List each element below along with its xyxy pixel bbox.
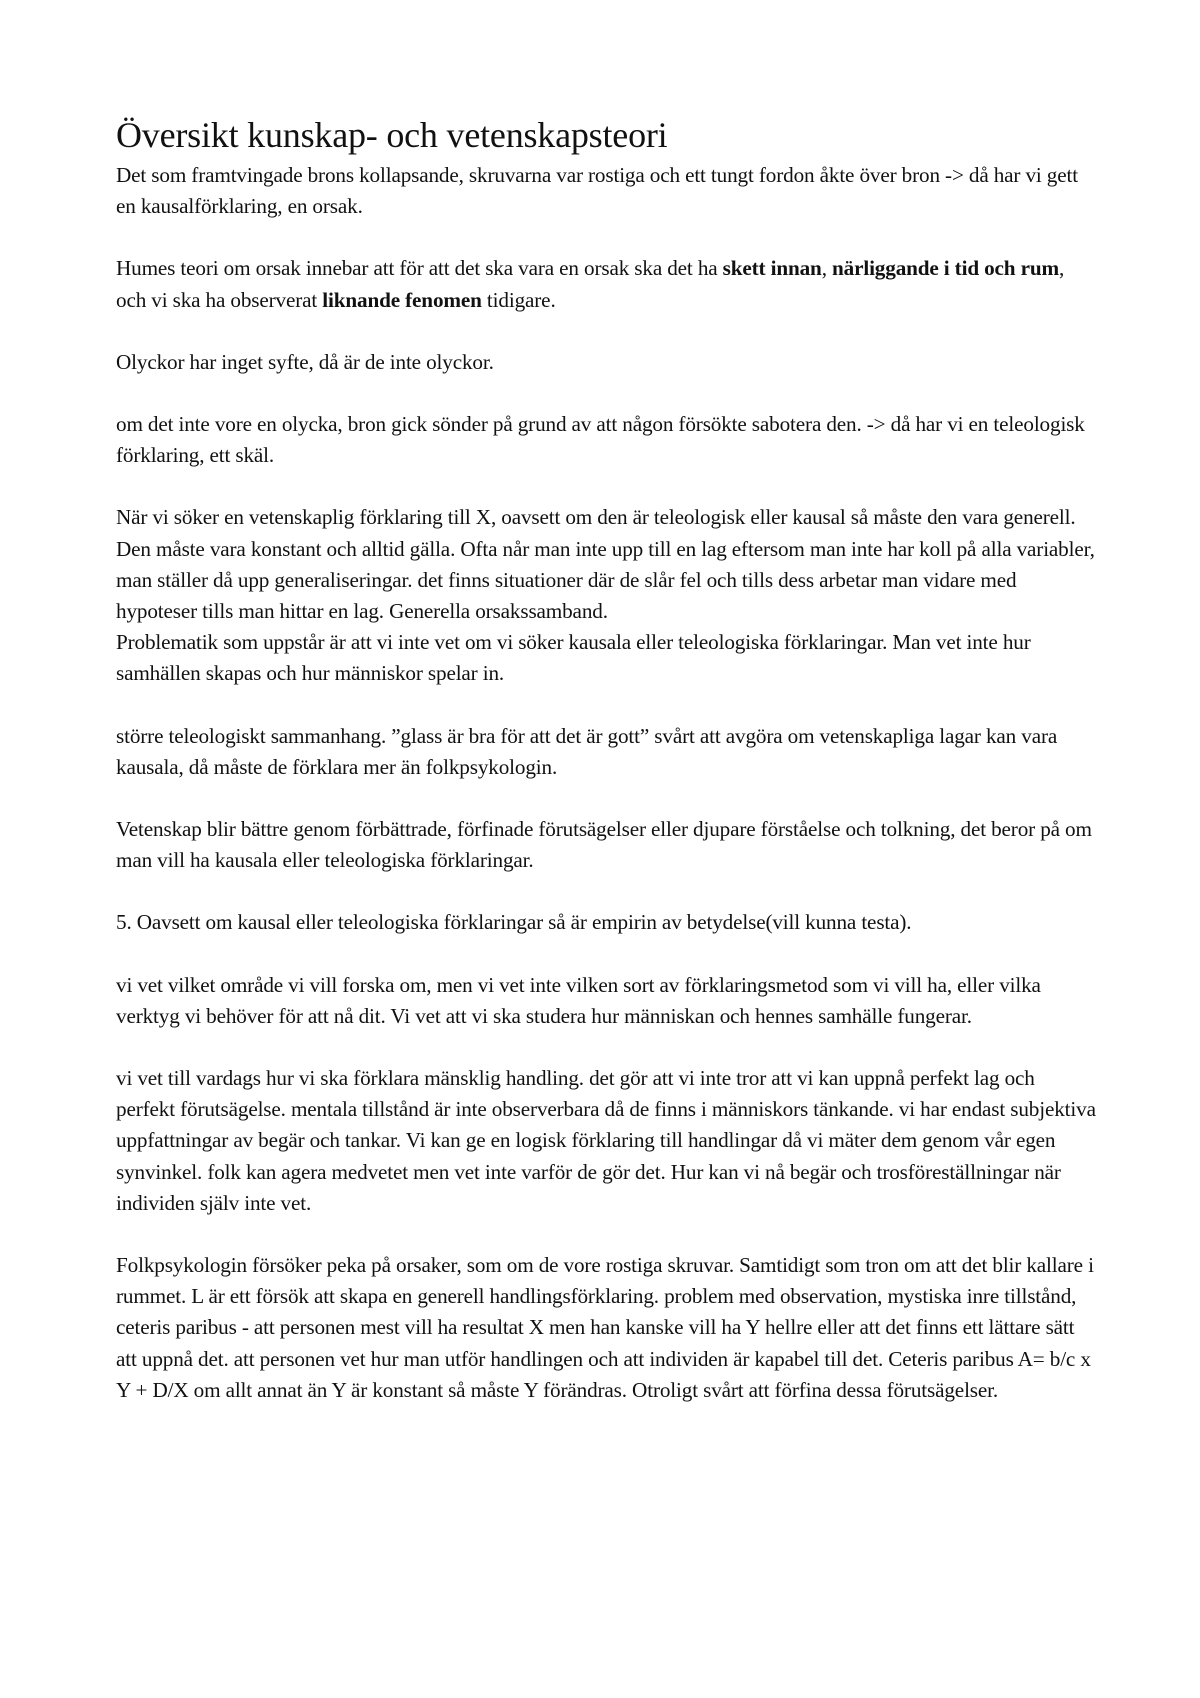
paragraph-empirin: 5. Oavsett om kausal eller teleologiska förklaringar så är empirin av betydelse(vill kunna testa). (116, 910, 912, 935)
document-title: Översikt kunskap- och vetenskapsteori (116, 115, 668, 155)
paragraph-forskningsomrade: vi vet vilket område vi vill forska om, men vi vet inte vilken sort av förklaringsmetod som vi vill ha, eller vilka verktyg vi behöver för att nå dit. Vi vet att vi ska studera hur människan och hennes samhälle fungerar. (116, 972, 1041, 1028)
bold-text: skett innan (722, 256, 822, 281)
paragraph-text: Humes teori om orsak innebar att för att det ska vara en orsak ska det ha (116, 256, 723, 281)
paragraph-kausalforklaring: Det som framtvingade brons kollapsande, skruvarna var rostiga och ett tungt fordon åkte över bron -> då har vi gett en kausalförklaring, en orsak. (116, 163, 1078, 219)
paragraph-olyckor: Olyckor har inget syfte, då är de inte olyckor. (116, 349, 494, 374)
paragraph-folkpsykologin: Folkpsykologin försöker peka på orsaker, som om de vore rostiga skruvar. Samtidigt som tron om att det blir kallare i rummet. L är ett försök att skapa en generell handlingsförklaring. problem med observation, mystiska inre tillstånd, ceteris paribus - att personen mest vill ha resultat X men han kanske vill ha Y hellre eller att det finns ett lättare sätt att uppnå det. att personen vet hur man utför handlingen och att individen är kapabel till det. Ceteris paribus A= b/c x Y + D/X om allt annat än Y är konstant så måste Y förändras. Otroligt svårt att förfina dessa förutsägelser. (116, 1253, 1094, 1402)
bold-text: närliggande i tid och rum (832, 256, 1059, 281)
bold-text: liknande fenomen (322, 287, 482, 312)
paragraph-mansklig-handling: vi vet till vardags hur vi ska förklara mänsklig handling. det gör att vi inte tror att vi kan uppnå perfekt lag och perfekt förutsägelse. mentala tillstånd är inte observerbara då de finns i människors tänkande. vi har endast subjektiva uppfattningar av begär och tankar. Vi kan ge en logisk förklaring till handlingar då vi mäter dem genom vår egen synvinkel. folk kan agera medvetet men vet inte varför de gör det. Hur kan vi nå begär och trosföreställningar när individen själv inte vet. (116, 1066, 1096, 1215)
paragraph-vetenskaplig-forklaring: När vi söker en vetenskaplig förklaring till X, oavsett om den är teleologisk eller kausal så måste den vara generell. Den måste vara konstant och alltid gälla. Ofta når man inte upp till en lag eftersom man inte har koll på alla variabler, man ställer då upp generaliseringar. det finns situationer där de slår fel och tills dess arbetar man vidare med hypoteser tills man hittar en lag. Generella orsakssamband. (116, 505, 1095, 624)
paragraph-teleologiskt-sammanhang: större teleologiskt sammanhang. ”glass är bra för att det är gott” svårt att avgöra om vetenskapliga lagar kan vara kausala, då måste de förklara mer än folkpsykologin. (116, 723, 1058, 779)
paragraph-vetenskap-battre: Vetenskap blir bättre genom förbättrade, förfinade förutsägelser eller djupare förståelse och tolkning, det beror på om man vill ha kausala eller teleologiska förklaringar. (116, 817, 1092, 873)
paragraph-problematik: Problematik som uppstår är att vi inte vet om vi söker kausala eller teleologiska förklaringar. Man vet inte hur samhällen skapas och hur människor spelar in. (116, 630, 1031, 686)
paragraph-humes-teori (116, 253, 1096, 315)
paragraph-teleologisk: om det inte vore en olycka, bron gick sönder på grund av att någon försökte sabotera den. -> då har vi en teleologisk förklaring, ett skäl. (116, 412, 1085, 468)
document-page (116, 112, 1096, 1437)
paragraph-text: tidigare. (481, 287, 556, 312)
paragraph-text: , och vi ska ha observerat (116, 256, 1065, 312)
paragraph-text: , (821, 256, 832, 281)
